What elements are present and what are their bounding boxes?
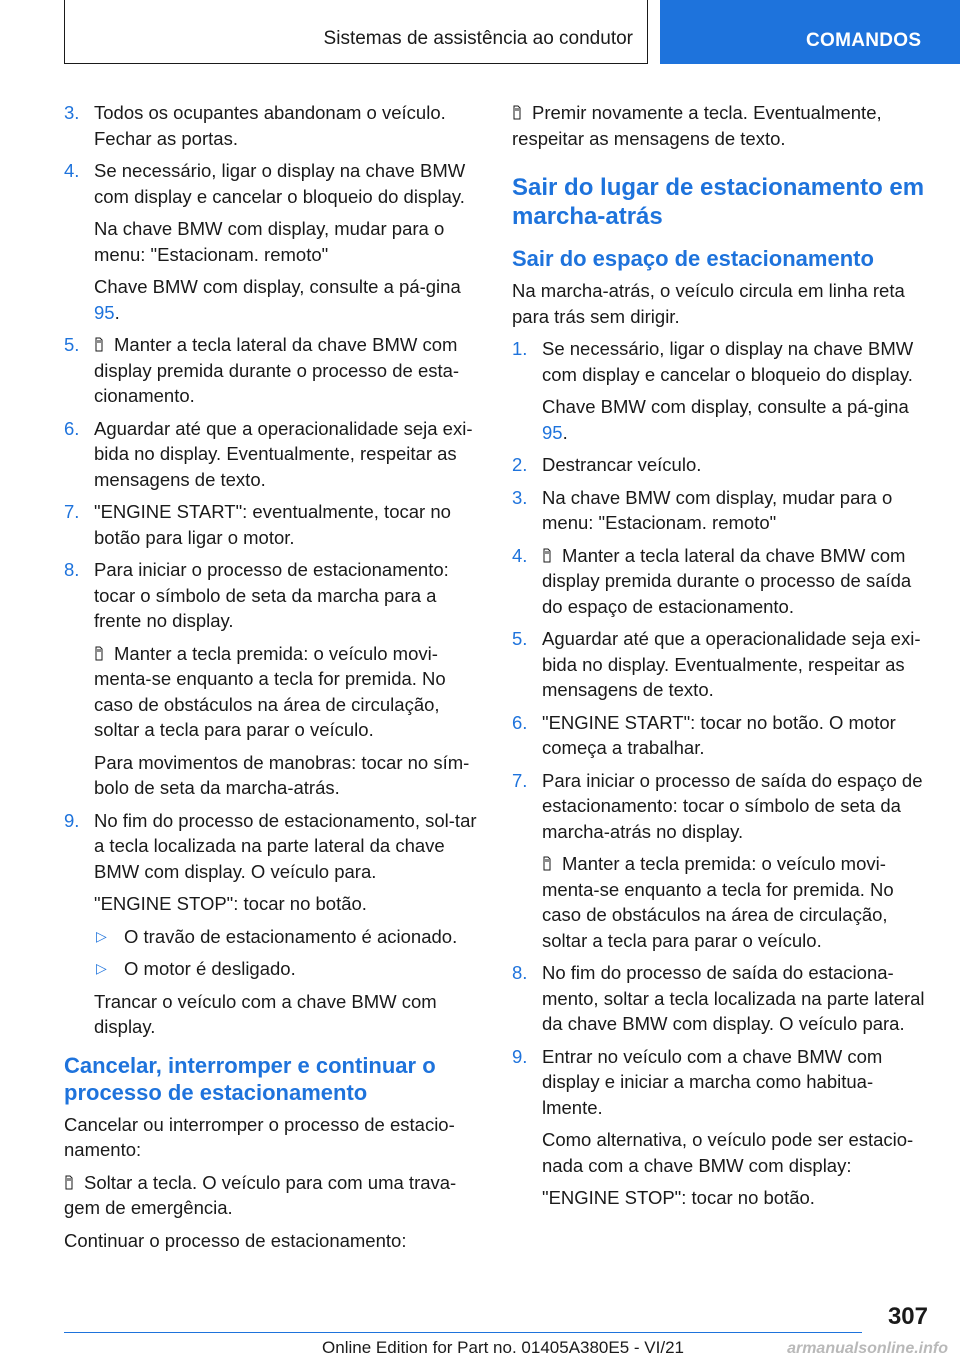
step-note: [94, 274, 478, 325]
chapter-heading: Sair do lugar de estacionamento em marcha-atrás: [512, 174, 925, 230]
triangle-bullet-icon: ▷: [96, 960, 107, 976]
step-note: [542, 394, 930, 445]
bullet-item: [94, 956, 478, 982]
step-number: 5.: [64, 334, 80, 355]
step-number: 5.: [512, 628, 528, 649]
list-item: [512, 710, 930, 761]
step-number: 2.: [512, 454, 528, 475]
page-header: [64, 0, 960, 64]
list-item: [64, 158, 478, 325]
bullet-item: [94, 924, 478, 950]
right-column: [512, 100, 930, 1218]
section-title: Sistemas de assistência ao condutor: [323, 28, 633, 49]
hand-key-icon: [542, 548, 552, 563]
list-item: [512, 960, 930, 1037]
bullet-text: O motor é desligado.: [124, 958, 296, 979]
list-item: [512, 1044, 930, 1211]
paragraph: [64, 1170, 478, 1221]
step-note-end: .: [562, 421, 568, 443]
step-text: No fim do processo de estacionamento, sol-tar a tecla localizada na parte lateral da chave BMW com display. O veículo para.: [94, 809, 477, 882]
hand-key-icon: [542, 856, 552, 871]
triangle-bullet-icon: ▷: [96, 927, 107, 944]
hand-key-icon: [512, 105, 522, 120]
watermark: armanualsonline.info: [787, 1340, 948, 1357]
step-number: 9.: [512, 1045, 528, 1067]
step-number: 6.: [512, 711, 528, 733]
list-item: [64, 557, 478, 801]
step-text: No fim do processo de saída do estaciona-mento, soltar a tecla localizada na parte lateral da chave BMW com display. O veículo para.: [542, 962, 925, 1034]
paragraph: Continuar o processo de estacionamento:: [64, 1229, 407, 1251]
list-item: [64, 332, 478, 409]
step-note-text: Chave BMW com display, consulte a pá-gina: [94, 276, 461, 297]
list-item: [512, 336, 930, 445]
step-number: 7.: [512, 769, 528, 791]
list-item: [64, 499, 478, 550]
step-text: Aguardar até que a operacionalidade seja exi-bida no display. Eventualmente, respeitar as mensagens de texto.: [542, 628, 921, 700]
list-item: [64, 416, 478, 493]
step-text: Se necessário, ligar o display na chave BMW com display e cancelar o bloqueio do display.: [542, 338, 914, 385]
step-number: 3.: [512, 486, 528, 508]
list-item: [512, 768, 930, 954]
step-number: 9.: [64, 809, 80, 831]
paragraph-text: Soltar a tecla. O veículo para com uma trava-gem de emergência.: [64, 1171, 457, 1218]
step-number: 6.: [64, 417, 80, 439]
page-link[interactable]: 95: [94, 301, 115, 323]
list-item: [512, 543, 930, 620]
list-item: [512, 452, 930, 478]
bullet-text: O travão de estacionamento é acionado.: [124, 925, 458, 947]
hand-key-icon: [64, 1175, 74, 1190]
edition-text: Online Edition for Part no. 01405A380E5 - VI/21: [322, 1338, 684, 1357]
step-note-text: Manter a tecla premida: o veículo movi-menta-se enquanto a tecla for premida. No caso de obstáculos na área de circulação, soltar a tecla para parar o veículo.: [94, 642, 446, 740]
step-text: Destrancar veículo.: [542, 454, 702, 475]
step-text: Entrar no veículo com a chave BMW com display e iniciar a marcha como habitua-lmente.: [542, 1045, 883, 1118]
hand-key-icon: [94, 337, 104, 352]
step-note: Como alternativa, o veículo pode ser estacio-nada com a chave BMW com display:: [542, 1129, 914, 1176]
step-text: Na chave BMW com display, mudar para o menu: "Estacionam. remoto": [542, 486, 893, 533]
section-heading: Cancelar, interromper e continuar o processo de estacionamento: [64, 1052, 436, 1105]
chapter-tag[interactable]: COMANDOS: [660, 0, 960, 64]
section-heading: Sair do espaço de estacionamento: [512, 246, 874, 271]
step-text-body: Manter a tecla lateral da chave BMW com display premida durante o processo de esta-cionamento.: [94, 334, 460, 406]
step-note-text: Manter a tecla premida: o veículo movi-menta-se enquanto a tecla for premida. No caso de obstáculos na área de circulação, soltar a tecla para parar o veículo.: [542, 853, 894, 951]
step-note: Para movimentos de manobras: tocar no sím-bolo de seta da marcha-atrás.: [94, 751, 470, 798]
paragraph: Na marcha-atrás, o veículo circula em linha reta para trás sem dirigir.: [512, 280, 905, 327]
step-number: 3.: [64, 102, 80, 123]
left-column: [64, 100, 478, 1260]
step-note-text: Chave BMW com display, consulte a pá-gina: [542, 396, 909, 417]
list-item: [512, 485, 930, 536]
step-note: [94, 641, 478, 743]
step-note: Na chave BMW com display, mudar para o menu: "Estacionam. remoto": [94, 218, 445, 265]
page-link[interactable]: 95: [542, 421, 563, 443]
hand-key-icon: [94, 646, 104, 661]
step-number: 4.: [64, 160, 80, 181]
list-item: [64, 100, 478, 151]
step-text: Para iniciar o processo de saída do espaço de estacionamento: tocar o símbolo de seta da marcha-atrás no display.: [542, 769, 923, 842]
step-number: 4.: [512, 544, 528, 566]
step-text: Aguardar até que a operacionalidade seja exi-bida no display. Eventualmente, respeitar as mensagens de texto.: [94, 417, 473, 490]
step-text: [542, 543, 930, 620]
step-note: Trancar o veículo com a chave BMW com display.: [94, 990, 437, 1037]
header-frame: [64, 0, 648, 64]
step-number: 7.: [64, 501, 80, 522]
page-number: 307: [887, 1303, 928, 1330]
paragraph: [512, 100, 930, 151]
step-text-body: Manter a tecla lateral da chave BMW com display premida durante o processo de saída do espaço de estacionamento.: [542, 544, 912, 617]
list-item: [64, 808, 478, 1040]
step-note-end: .: [114, 301, 120, 323]
step-number: 1.: [512, 338, 528, 359]
paragraph: Cancelar ou interromper o processo de estacio-namento:: [64, 1113, 455, 1160]
step-text: "ENGINE START": eventualmente, tocar no botão para ligar o motor.: [94, 501, 451, 548]
list-item: [512, 626, 930, 703]
step-text: "ENGINE START": tocar no botão. O motor começa a trabalhar.: [542, 711, 896, 758]
step-note: "ENGINE STOP": tocar no botão.: [542, 1187, 815, 1208]
step-number: 8.: [64, 559, 80, 580]
footer-divider: [64, 1332, 862, 1333]
step-note: "ENGINE STOP": tocar no botão.: [94, 893, 367, 914]
paragraph-text: Premir novamente a tecla. Eventualmente, respeitar as mensagens de texto.: [512, 102, 882, 149]
step-text: [94, 332, 478, 409]
step-note: [542, 851, 930, 953]
step-number: 8.: [512, 962, 528, 983]
step-text: Para iniciar o processo de estacionamento: tocar o símbolo de seta da marcha para a frente no display.: [94, 559, 449, 631]
step-text: Todos os ocupantes abandonam o veículo. Fechar as portas.: [94, 102, 446, 149]
step-text: Se necessário, ligar o display na chave BMW com display e cancelar o bloqueio do display.: [94, 160, 466, 207]
